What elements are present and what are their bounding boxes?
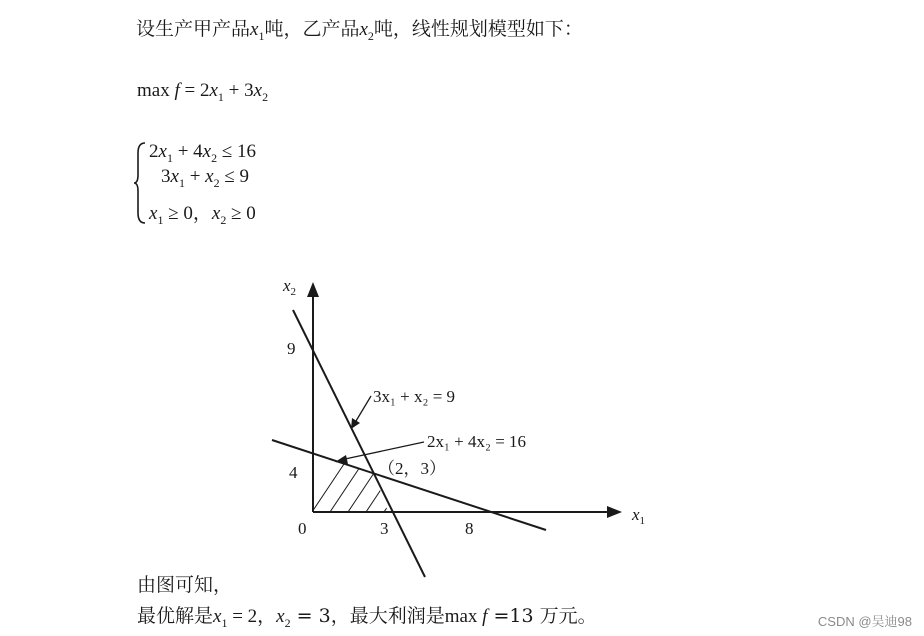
x-tick-3: 3 (380, 519, 389, 538)
objective-max: max (137, 80, 170, 101)
constraint-1: $2x_1 + 4x_2 \le 16$ (149, 141, 257, 165)
intro-x2-sub: 2 (367, 28, 374, 43)
label-arrow-2 (345, 442, 424, 459)
intro-text-3: 吨，线性规划模型如下： (373, 18, 583, 40)
y-tick-9: 9 (287, 339, 296, 358)
optimal-point-label: （2，3） (378, 459, 446, 478)
x-axis-arrow (607, 506, 622, 518)
constraint-2: $3x_1 + x_2 \le 9$ (161, 166, 250, 190)
y-tick-4: 4 (289, 463, 298, 482)
y-axis-arrow (307, 282, 319, 297)
objective-f: f (174, 80, 180, 101)
label-arrowhead-2 (335, 455, 348, 464)
intro-x1: x (250, 19, 259, 40)
label-arrow-1 (356, 396, 371, 421)
intro-x1-sub: 1 (258, 28, 265, 43)
intro-x2: x (359, 19, 368, 40)
watermark: CSDN @吴迪98 (817, 614, 912, 629)
origin-label: 0 (298, 519, 307, 538)
x-axis-label: $x_1$ (632, 505, 646, 527)
x-tick-8: 8 (465, 519, 474, 538)
conclusion-line-2: 最优解是$x_1 = 2$，$x_2 = 3$，最大利润是max f =13 万元。 (137, 605, 597, 630)
label-arrowhead-1 (351, 418, 360, 429)
intro-text-2: 吨，乙产品 (264, 18, 360, 40)
objective-function: $\max f = 2x_1 + 3x_2$ (137, 80, 269, 104)
intro-text-1: 设生产甲产品 (136, 18, 251, 40)
y-axis-label: $x_2$ (283, 276, 297, 298)
conclusion-line-1: 由图可知， (137, 574, 233, 596)
line1-label: 3x₁ + x₂ = 9 (373, 387, 456, 406)
objective-rhs: = 2 (179, 80, 210, 101)
constraint-3: $x_1 \ge 0$，$x_2 \ge 0$ (149, 203, 256, 227)
line2-label: 2x₁ + 4x₂ = 16 (427, 432, 527, 451)
